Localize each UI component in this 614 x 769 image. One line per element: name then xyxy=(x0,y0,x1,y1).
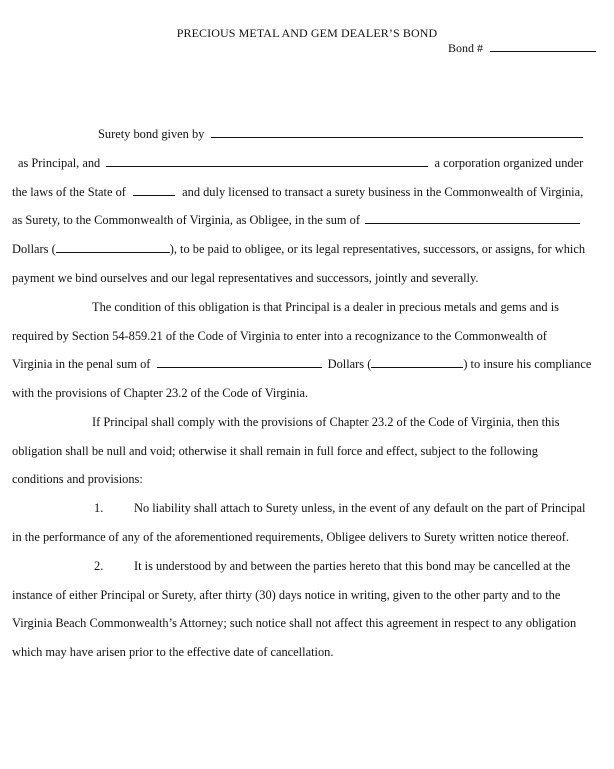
state-line xyxy=(12,185,583,200)
text-line-19: which may have arisen prior to the effective date of cancellation. xyxy=(12,645,334,659)
obligee-text: ), to be paid to obligee, or its legal representatives, successors, or assigns, for which xyxy=(169,242,586,256)
surety-given-label: Surety bond given by xyxy=(98,127,205,141)
item-1-line xyxy=(94,501,585,516)
sum-words-field[interactable] xyxy=(365,213,580,224)
principal-line xyxy=(18,156,583,171)
bond-number-label: Bond # xyxy=(447,41,483,55)
text-line-8: required by Section 54-859.21 of the Code of Virginia to enter into a recognizance to the Commonwealth of xyxy=(12,329,547,343)
bond-number-field[interactable] xyxy=(490,41,596,52)
document-title: PRECIOUS METAL AND GEM DEALER’S BOND xyxy=(176,26,438,40)
dollars-line xyxy=(12,242,585,257)
text-line-10: with the provisions of Chapter 23.2 of the Code of Virginia. xyxy=(12,386,309,400)
principal-name-field[interactable] xyxy=(211,127,583,138)
text-line-18: Virginia Beach Commonwealth’s Attorney; such notice shall not affect this agreement in respect to any obligation xyxy=(12,616,577,630)
penal-sum-label: Virginia in the penal sum of xyxy=(12,357,151,371)
penal-sum-words-field[interactable] xyxy=(157,357,322,368)
text-line-15: in the performance of any of the aforementioned requirements, Obligee delivers to Surety written notice thereof. xyxy=(12,530,570,544)
comply-line: If Principal shall comply with the provisions of Chapter 23.2 of the Code of Virginia, then this xyxy=(92,415,560,429)
condition-line: The condition of this obligation is that Principal is a dealer in precious metals and gems and is xyxy=(92,300,559,314)
licensed-label: and duly licensed to transact a surety business in the Commonwealth of Virginia, xyxy=(182,185,584,199)
text-line-6: payment we bind ourselves and our legal representatives and successors, jointly and severally. xyxy=(12,271,479,285)
corporation-label: a corporation organized under xyxy=(434,156,584,170)
item-2-text: It is understood by and between the parties hereto that this bond may be cancelled at the xyxy=(134,559,571,573)
penal-dollars-label: Dollars ( xyxy=(327,357,372,371)
text-line-17: instance of either Principal or Surety, after thirty (30) days notice in writing, given to the other party and to the xyxy=(12,588,561,602)
text-line-13: conditions and provisions: xyxy=(12,472,143,486)
item-2-number: 2. xyxy=(94,559,104,573)
sum-line xyxy=(12,213,580,228)
penal-sum-figures-field[interactable] xyxy=(371,357,463,368)
state-label: the laws of the State of xyxy=(12,185,126,199)
dollars-label: Dollars ( xyxy=(12,242,56,256)
text-line-12: obligation shall be null and void; otherwise it shall remain in full force and effect, subject to the following xyxy=(12,444,538,458)
as-principal-label: as Principal, and xyxy=(18,156,101,170)
compliance-label: ) to insure his compliance xyxy=(463,357,592,371)
penal-sum-line xyxy=(12,357,591,372)
surety-given-line xyxy=(98,127,583,142)
state-field[interactable] xyxy=(133,185,175,196)
item-1-text: No liability shall attach to Surety unless, in the event of any default on the part of Principal xyxy=(134,501,586,515)
sum-figures-field[interactable] xyxy=(56,242,170,253)
item-2-line xyxy=(94,559,570,574)
surety-company-field[interactable] xyxy=(106,156,428,167)
bond-number-line xyxy=(448,41,596,56)
sum-label: as Surety, to the Commonwealth of Virginia, as Obligee, in the sum of xyxy=(12,213,360,227)
item-1-number: 1. xyxy=(94,501,104,515)
